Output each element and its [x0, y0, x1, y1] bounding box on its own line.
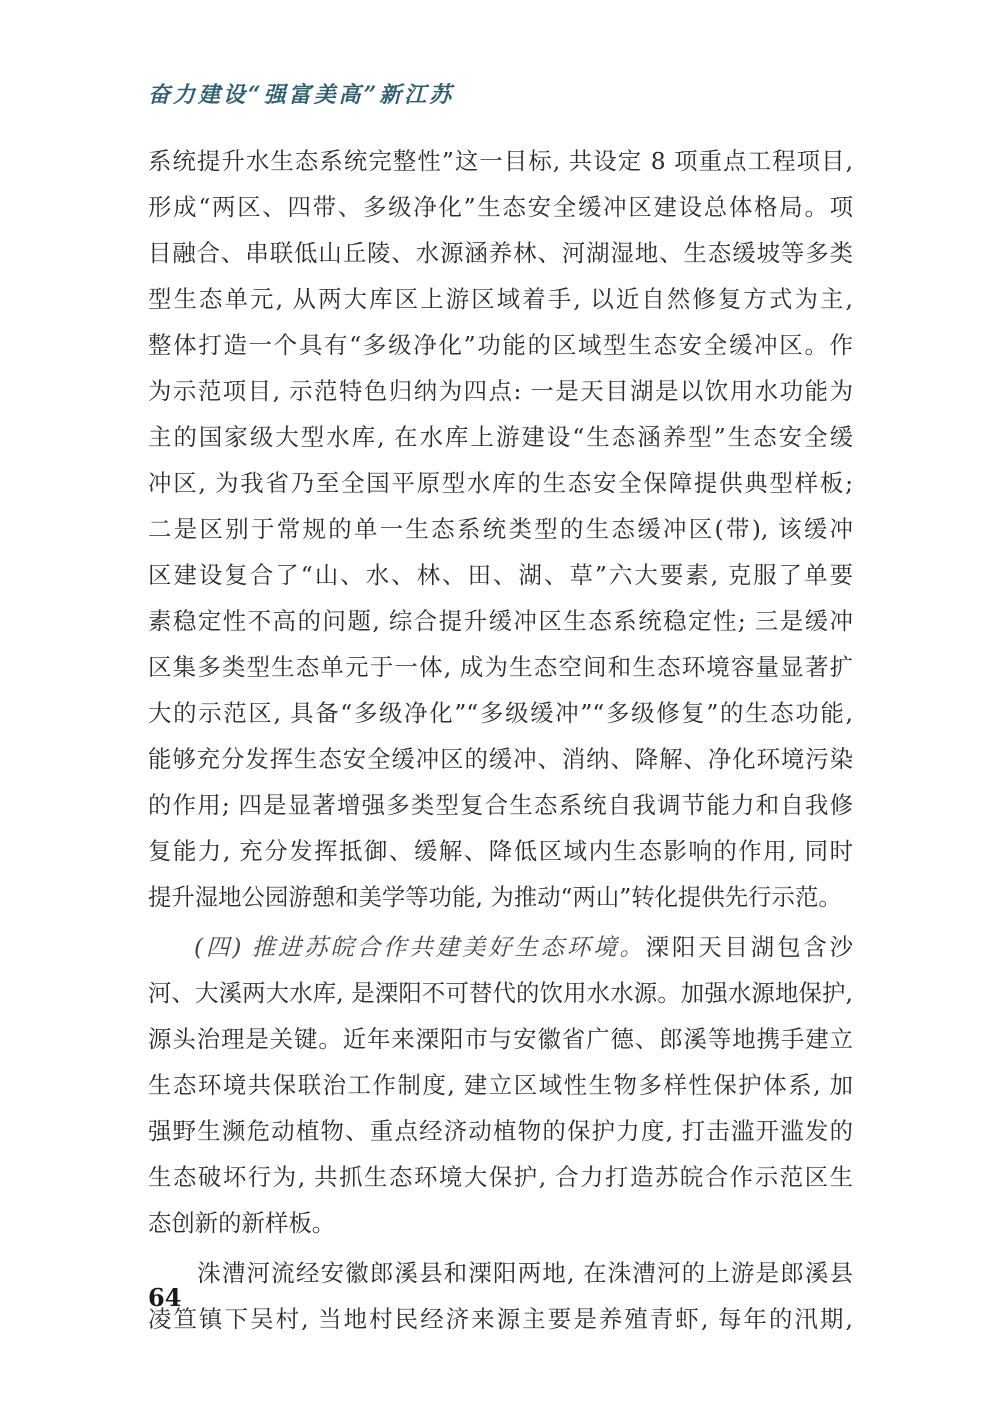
- text-line: 形成“两区、四带、多级净化”生态安全缓冲区建设总体格局。项: [148, 193, 853, 221]
- text-line: 态创新的新样板。: [148, 1209, 336, 1237]
- text-line: 素稳定性不高的问题, 综合提升缓冲区生态系统稳定性; 三是缓冲: [148, 607, 853, 635]
- text-span: 溧阳天目湖包含沙: [645, 933, 853, 961]
- text-line: 型生态单元, 从两大库区上游区域着手, 以近自然修复方式为主,: [148, 285, 853, 313]
- text-line: [148, 924, 853, 970]
- text-line: 生态环境共保联治工作制度, 建立区域性生物多样性保护体系, 加: [148, 1071, 853, 1099]
- text-line: 目融合、串联低山丘陵、水源涵养林、河湖湿地、生态缓坡等多类: [148, 239, 853, 267]
- text-line: 二是区别于常规的单一生态系统类型的生态缓冲区(带), 该缓冲: [148, 515, 853, 543]
- text-line: 洙漕河流经安徽郎溪县和溧阳两地, 在洙漕河的上游是郎溪县: [148, 1259, 853, 1287]
- body-text: [148, 138, 853, 1342]
- text-line: 的作用; 四是显著增强多类型复合生态系统自我调节能力和自我修: [148, 791, 853, 819]
- text-line: 主的国家级大型水库, 在水库上游建设“生态涵养型”生态安全缓: [148, 423, 853, 451]
- text-line: 凌笪镇下吴村, 当地村民经济来源主要是养殖青虾, 每年的汛期,: [148, 1305, 853, 1333]
- text-line: 源头治理是关键。近年来溧阳市与安徽省广德、郎溪等地携手建立: [148, 1025, 853, 1053]
- text-line: 区建设复合了“山、水、林、田、湖、草”六大要素, 克服了单要: [148, 561, 853, 589]
- text-line: 冲区, 为我省乃至全国平原型水库的生态安全保障提供典型样板;: [148, 469, 853, 497]
- page-number: 64: [148, 1283, 182, 1312]
- text-line: 复能力, 充分发挥抵御、缓解、降低区域内生态影响的作用, 同时: [148, 837, 853, 865]
- running-header: 奋力建设“强富美高”新江苏: [148, 82, 455, 108]
- text-line: 提升湿地公园游憩和美学等功能, 为推动“两山”转化提供先行示范。: [148, 883, 842, 911]
- text-line: 能够充分发挥生态安全缓冲区的缓冲、消纳、降解、净化环境污染: [148, 745, 853, 773]
- text-line: 生态破坏行为, 共抓生态环境大保护, 合力打造苏皖合作示范区生: [148, 1163, 853, 1191]
- text-line: 系统提升水生态系统完整性”这一目标, 共设定 8 项重点工程项目,: [148, 147, 853, 175]
- text-line: 河、大溪两大水库, 是溧阳不可替代的饮用水水源。加强水源地保护,: [148, 979, 853, 1007]
- section-heading: (四) 推进苏皖合作共建美好生态环境。: [194, 933, 646, 961]
- text-line: 强野生濒危动植物、重点经济动植物的保护力度, 打击滥开滥发的: [148, 1117, 853, 1145]
- text-line: 整体打造一个具有“多级净化”功能的区域型生态安全缓冲区。作: [148, 331, 853, 359]
- text-line: 大的示范区, 具备“多级净化”“多级缓冲”“多级修复”的生态功能,: [148, 699, 853, 727]
- text-line: 为示范项目, 示范特色归纳为四点: 一是天目湖是以饮用水功能为: [148, 377, 853, 405]
- text-line: 区集多类型生态单元于一体, 成为生态空间和生态环境容量显著扩: [148, 653, 853, 681]
